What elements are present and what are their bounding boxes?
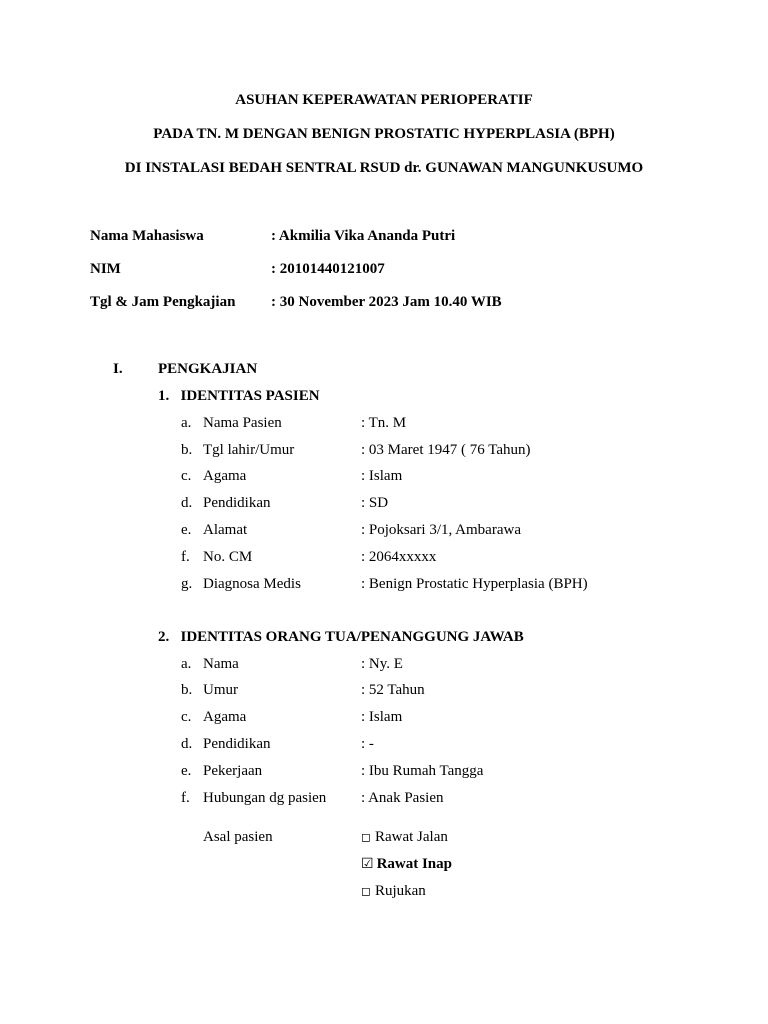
list-item-letter: f. — [181, 790, 190, 806]
patient-diagnosis-label: Diagnosa Medis — [203, 576, 301, 592]
guardian-education-label: Pendidikan — [203, 736, 271, 752]
document-title-line-3: DI INSTALASI BEDAH SENTRAL RSUD dr. GUNAWAN MANGUNKUSUMO — [124, 160, 644, 176]
list-item-letter: c. — [181, 468, 192, 484]
patient-religion-label: Agama — [203, 468, 247, 484]
document-title-line-2: PADA TN. M DENGAN BENIGN PROSTATIC HYPERPLASIA (BPH) — [153, 126, 615, 142]
patient-address-value: : Pojoksari 3/1, Ambarawa — [361, 522, 521, 538]
patient-education-label: Pendidikan — [203, 495, 271, 511]
patient-birthdate-value: : 03 Maret 1947 ( 76 Tahun) — [361, 442, 531, 458]
list-item-letter: g. — [181, 576, 193, 592]
list-item-letter: b. — [181, 442, 193, 458]
guardian-name-label: Nama — [203, 656, 239, 672]
origin-option-referral[interactable] — [361, 883, 426, 900]
checked-box-icon: ☑ — [361, 856, 374, 872]
guardian-occupation-value: : Ibu Rumah Tangga — [361, 763, 484, 779]
assessment-datetime-value: : 30 November 2023 Jam 10.40 WIB — [271, 294, 502, 310]
guardian-occupation-label: Pekerjaan — [203, 763, 263, 779]
patient-identity-heading: 1. IDENTITAS PASIEN — [158, 388, 320, 404]
guardian-age-label: Umur — [203, 682, 238, 698]
patient-education-value: : SD — [361, 495, 389, 511]
list-item-letter: a. — [181, 656, 192, 672]
patient-origin-label: Asal pasien — [203, 829, 273, 845]
guardian-age-value: : 52 Tahun — [361, 682, 425, 698]
origin-option-label: Rawat Jalan — [374, 829, 448, 845]
list-item-letter: b. — [181, 682, 193, 698]
patient-record-number-label: No. CM — [203, 549, 253, 565]
origin-option-label: Rujukan — [374, 883, 426, 899]
patient-birthdate-label: Tgl lahir/Umur — [203, 442, 295, 458]
unchecked-box-icon: ◻ — [361, 830, 371, 844]
patient-name-value: : Tn. M — [361, 415, 407, 431]
guardian-religion-label: Agama — [203, 709, 247, 725]
student-nim-value: : 20101440121007 — [271, 261, 385, 277]
student-nim-label: NIM — [90, 261, 121, 277]
patient-name-label: Nama Pasien — [203, 415, 282, 431]
list-item-letter: e. — [181, 763, 192, 779]
origin-option-inpatient[interactable] — [361, 856, 452, 873]
assessment-datetime-label: Tgl & Jam Pengkajian — [90, 294, 236, 310]
origin-option-outpatient[interactable] — [361, 829, 448, 846]
patient-address-label: Alamat — [203, 522, 248, 538]
origin-option-label: Rawat Inap — [376, 856, 452, 872]
patient-diagnosis-value: : Benign Prostatic Hyperplasia (BPH) — [361, 576, 588, 592]
guardian-education-value: : - — [361, 736, 374, 752]
guardian-relationship-label: Hubungan dg pasien — [203, 790, 327, 806]
list-item-letter: c. — [181, 709, 192, 725]
list-item-letter: e. — [181, 522, 192, 538]
student-name-value: : Akmilia Vika Ananda Putri — [271, 228, 456, 244]
patient-religion-value: : Islam — [361, 468, 403, 484]
list-item-letter: d. — [181, 736, 193, 752]
list-item-letter: f. — [181, 549, 190, 565]
section-number: I. — [113, 361, 123, 377]
list-item-letter: d. — [181, 495, 193, 511]
guardian-name-value: : Ny. E — [361, 656, 403, 672]
student-name-label: Nama Mahasiswa — [90, 228, 204, 244]
list-item-letter: a. — [181, 415, 192, 431]
guardian-identity-heading: 2. IDENTITAS ORANG TUA/PENANGGUNG JAWAB — [158, 629, 524, 645]
unchecked-box-icon: ◻ — [361, 884, 371, 898]
patient-record-number-value: : 2064xxxxx — [361, 549, 437, 565]
guardian-relationship-value: : Anak Pasien — [361, 790, 444, 806]
guardian-religion-value: : Islam — [361, 709, 403, 725]
document-title-line-1: ASUHAN KEPERAWATAN PERIOPERATIF — [235, 92, 533, 108]
section-title: PENGKAJIAN — [158, 361, 258, 377]
